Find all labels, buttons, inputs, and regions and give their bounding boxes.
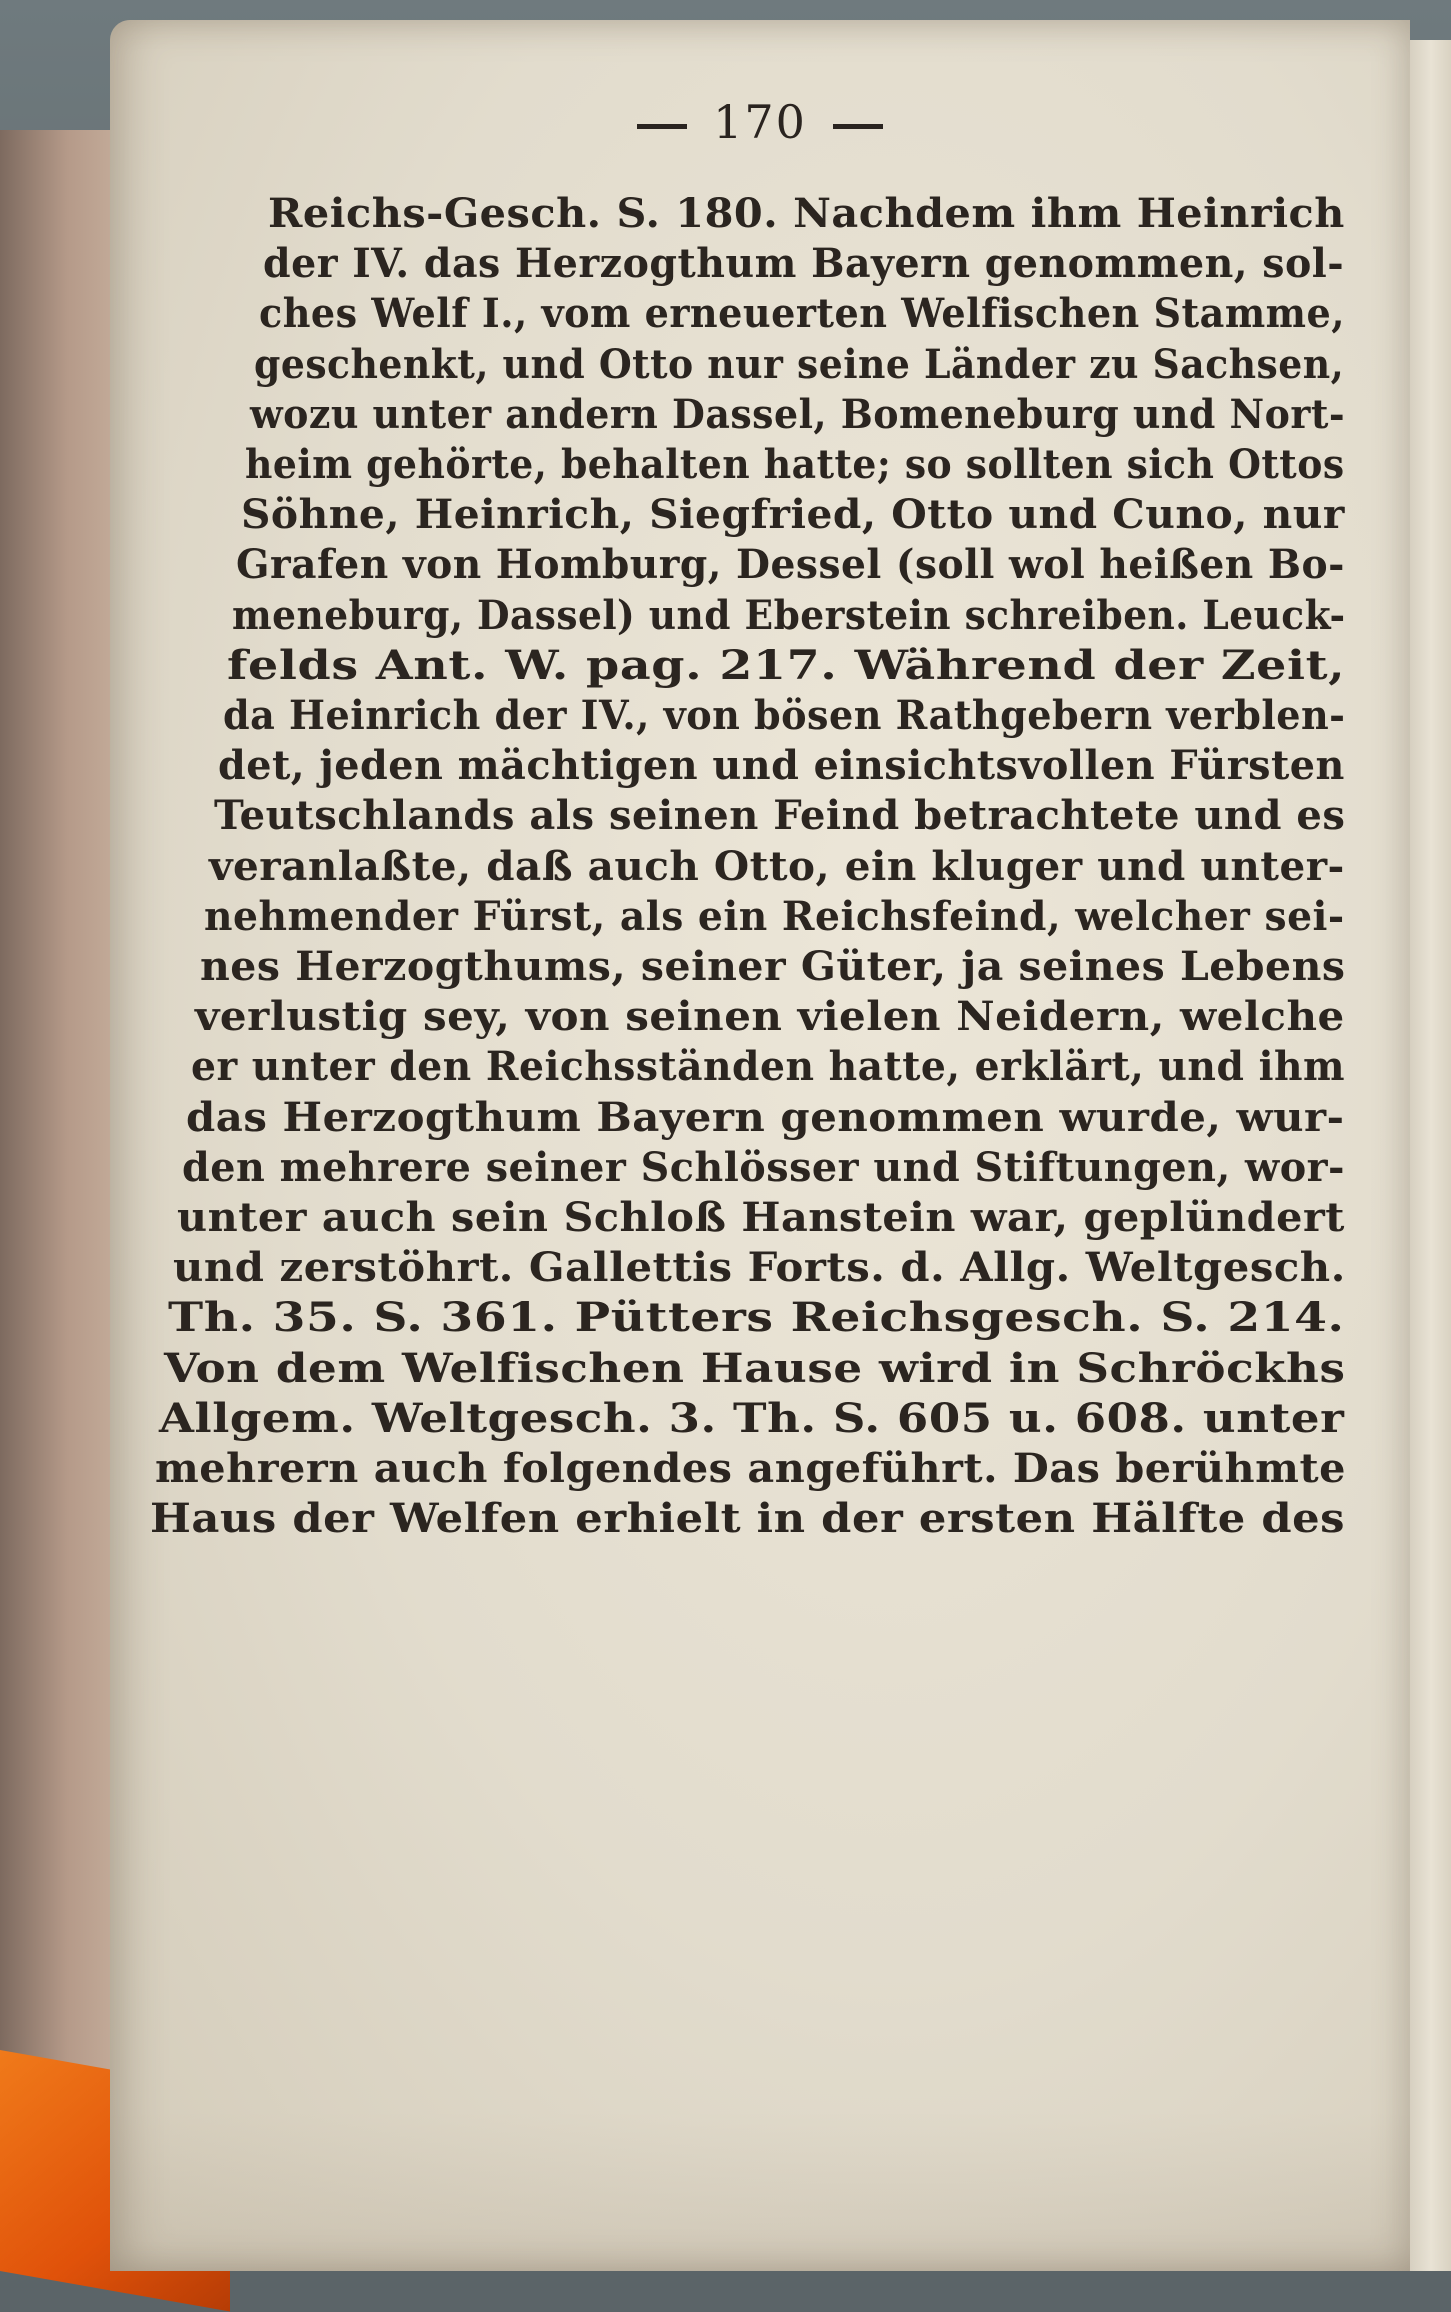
text-line: unter auch sein Schloß Hanstein war, geplündert xyxy=(177,1194,1346,1241)
text-line: er unter den Reichsständen hatte, erklärt, und ihm xyxy=(190,1043,1345,1091)
text-line: und zerstöhrt. Gallettis Forts. d. Allg. Weltgesch. xyxy=(172,1244,1346,1292)
book-page xyxy=(110,20,1410,2271)
text-line: wozu unter andern Dassel, Bomeneburg und Nort- xyxy=(249,390,1345,438)
text-line: der IV. das Herzogthum Bayern genommen, sol- xyxy=(263,240,1345,288)
text-line: verlustig sey, von seinen vielen Neidern, welche xyxy=(195,993,1346,1041)
text-line: mehrern auch folgendes angeführt. Das berühmte xyxy=(154,1445,1346,1492)
text-line: nehmender Fürst, als ein Reichsfeind, welcher sei- xyxy=(204,892,1346,940)
page-number: 170 xyxy=(713,95,807,149)
text-line: Haus der Welfen erhielt in der ersten Hälfte des xyxy=(150,1495,1346,1543)
header-dash-left xyxy=(637,124,687,129)
text-line: das Herzogthum Bayern genommen wurde, wur- xyxy=(186,1093,1345,1141)
text-line: den mehrere seiner Schlösser und Stiftungen, wor- xyxy=(181,1143,1345,1191)
text-line: heim gehörte, behalten hatte; so sollten sich Ottos xyxy=(245,441,1345,488)
text-line: veranlaßte, daß auch Otto, ein kluger und unter- xyxy=(209,842,1345,890)
text-line: Grafen von Homburg, Dessel (soll wol heißen Bo- xyxy=(236,541,1346,589)
text-line: Reichs-Gesch. S. 180. Nachdem ihm Heinrich xyxy=(268,190,1345,237)
text-line: nes Herzogthums, seiner Güter, ja seines Lebens xyxy=(199,943,1346,990)
text-line: Von dem Welfischen Hause wird in Schröckhs xyxy=(163,1344,1346,1392)
text-line: Teutschlands als seinen Feind betrachtete und es xyxy=(213,792,1345,840)
text-line: det, jeden mächtigen und einsichtsvollen Fürsten xyxy=(218,742,1345,790)
text-line: ches Welf I., vom erneuerten Welfischen Stamme, xyxy=(258,290,1345,338)
text-line: Th. 35. S. 361. Pütters Reichsgesch. S. 214. xyxy=(168,1294,1345,1342)
text-line: felds Ant. W. pag. 217. Während der Zeit, xyxy=(227,641,1346,689)
text-line: Söhne, Heinrich, Siegfried, Otto und Cuno, nur xyxy=(240,491,1345,539)
header-dash-right xyxy=(833,124,883,129)
text-line: Allgem. Weltgesch. 3. Th. S. 605 u. 608. unter xyxy=(159,1394,1345,1442)
text-line: da Heinrich der IV., von bösen Rathgebern verblen- xyxy=(222,692,1346,739)
page-header xyxy=(110,95,1410,149)
text-line: meneburg, Dassel) und Eberstein schreiben. Leuck- xyxy=(231,591,1346,639)
text-line: geschenkt, und Otto nur seine Länder zu Sachsen, xyxy=(254,340,1345,388)
